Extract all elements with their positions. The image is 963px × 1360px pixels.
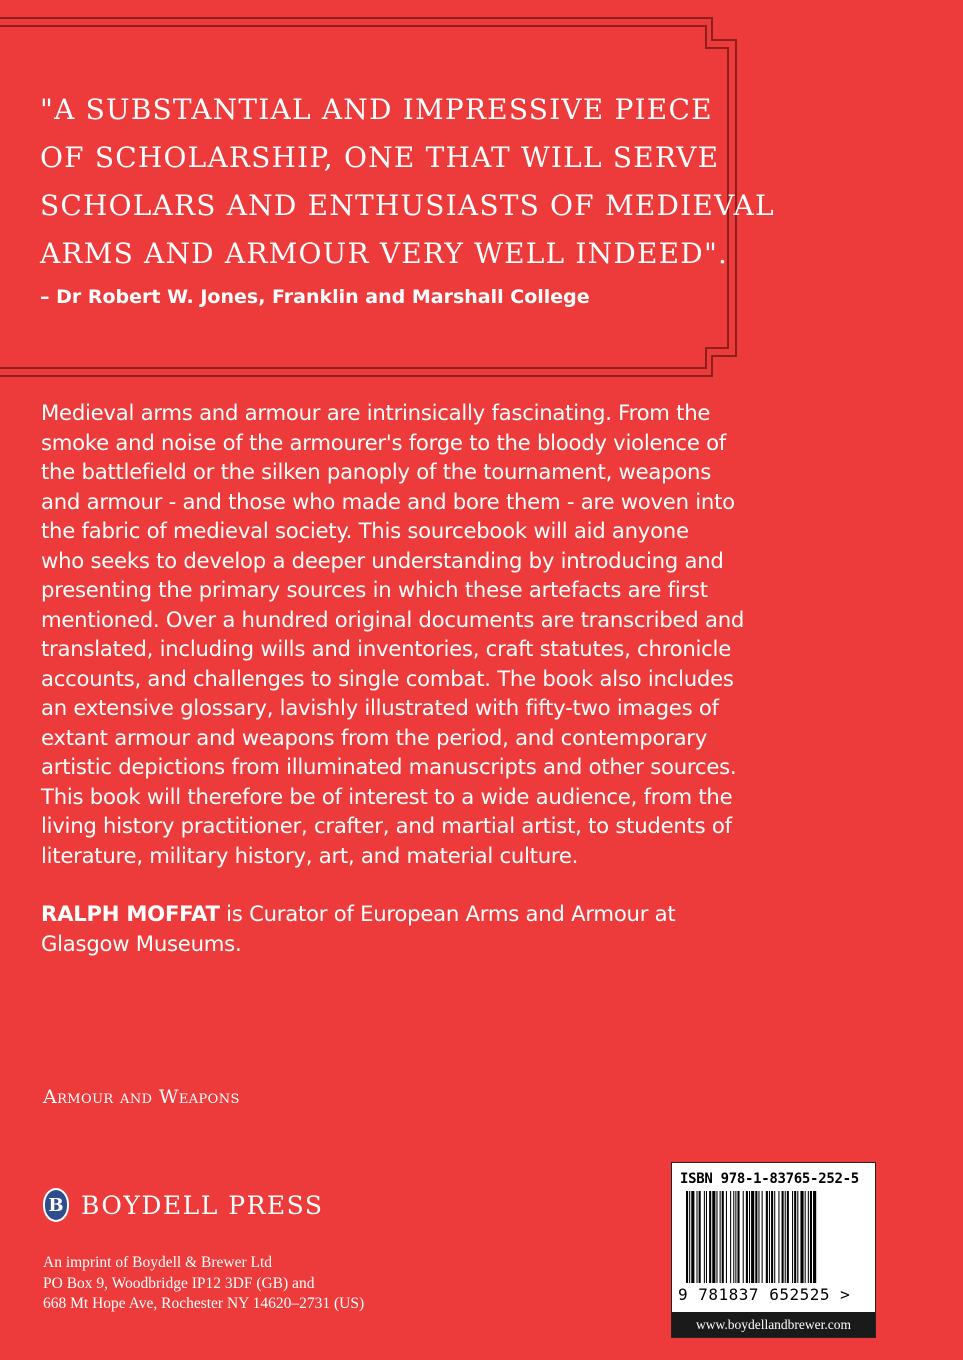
book-category: Armour and Weapons [43, 1086, 240, 1108]
barcode-bar [733, 1191, 734, 1283]
barcode-bar [689, 1191, 690, 1283]
bio-line: Glasgow Museums. [41, 930, 242, 956]
bio-text: is Curator of European Arms and Armour at [219, 901, 676, 926]
barcode-bar [712, 1191, 715, 1283]
barcode-bar [758, 1191, 759, 1283]
barcode-bar [699, 1191, 701, 1283]
barcode-bar [762, 1191, 763, 1283]
barcode-bar [782, 1191, 784, 1283]
publisher-address [43, 1253, 364, 1315]
barcode-bar [774, 1191, 775, 1283]
barcode-bar [722, 1191, 724, 1283]
description-line: literature, military history, art, and material culture. [41, 842, 579, 868]
quote-attribution: – Dr Robert W. Jones, Franklin and Marshall College [40, 286, 590, 308]
barcode-bar [743, 1191, 744, 1283]
barcode-bar [735, 1191, 736, 1283]
barcode-bar [720, 1191, 721, 1283]
description-line: the fabric of medieval society. This sourcebook will aid anyone [41, 518, 689, 543]
description-line: presenting the primary sources in which these artefacts are first [41, 577, 708, 602]
barcode-bar [766, 1191, 768, 1283]
isbn-number: ISBN 978-1-83765-252-5 [680, 1171, 859, 1187]
author-name: RALPH MOFFAT [41, 901, 220, 926]
barcode-bar [805, 1191, 806, 1283]
barcode-bar [704, 1191, 705, 1283]
barcode-bar [797, 1191, 798, 1283]
barcode-bar [686, 1191, 688, 1283]
barcode-digits: 9 781837 652525 > [678, 1285, 851, 1304]
address-line: An imprint of Boydell & Brewer Ltd [43, 1254, 273, 1271]
barcode-bar [778, 1191, 779, 1283]
author-bio [41, 899, 821, 958]
isbn-barcode [671, 1162, 876, 1338]
publisher-website: www.boydellandbrewer.com [672, 1312, 875, 1337]
publisher-block [43, 1188, 324, 1222]
quote-line: OF SCHOLARSHIP, ONE THAT WILL SERVE [40, 141, 720, 174]
quote-line: SCHOLARS AND ENTHUSIASTS OF MEDIEVAL [40, 189, 775, 222]
description-line: an extensive glossary, lavishly illustrated with fifty-two images of [41, 695, 719, 720]
description-line: This book will therefore be of interest to a wide audience, from the [41, 783, 733, 809]
description-line: and armour - and those who made and bore them - are woven into [41, 488, 735, 514]
description-line: Medieval arms and armour are intrinsically fascinating. From the [41, 400, 711, 425]
barcode-bar [792, 1191, 793, 1283]
barcode-bar [726, 1191, 727, 1283]
barcode-bar [769, 1191, 770, 1283]
address-line: 668 Mt Hope Ave, Rochester NY 14620–2731 (US) [43, 1295, 365, 1312]
description-line: who seeks to develop a deeper understanding by introducing and [41, 547, 724, 573]
barcode-bar [813, 1191, 816, 1283]
barcode-bar [709, 1191, 711, 1283]
quote-line: "A SUBSTANTIAL AND IMPRESSIVE PIECE [40, 93, 713, 126]
description-line: living history practitioner, crafter, and martial artist, to students of [41, 813, 732, 838]
barcode-bar [800, 1191, 803, 1283]
quote-line: ARMS AND ARMOUR VERY WELL INDEED". [40, 237, 729, 270]
description-line: accounts, and challenges to single combat. The book also includes [41, 665, 734, 691]
barcode-bar [751, 1191, 754, 1283]
book-description [41, 398, 821, 870]
barcode-bar [697, 1191, 698, 1283]
description-line: smoke and noise of the armourer's forge to the bloody violence of [41, 429, 727, 455]
barcode-bar [771, 1191, 773, 1283]
barcode-bar [808, 1191, 809, 1283]
barcode-bar [706, 1191, 707, 1283]
barcode-bar [737, 1191, 739, 1283]
barcode-bar [716, 1191, 717, 1283]
barcode-bar [794, 1191, 796, 1283]
barcode-bar [810, 1191, 812, 1283]
barcode-bar [749, 1191, 750, 1283]
barcode-bar [755, 1191, 757, 1283]
description-line: mentioned. Over a hundred original documents are transcribed and [41, 606, 745, 632]
barcode-bar [785, 1191, 786, 1283]
barcode-bar [730, 1191, 731, 1283]
barcode-bar [691, 1191, 694, 1283]
barcode-bar [746, 1191, 748, 1283]
publisher-name: BOYDELL PRESS [81, 1190, 324, 1220]
boydell-logo-icon: B [43, 1188, 69, 1222]
description-line: the battlefield or the silken panoply of the tournament, weapons [41, 459, 712, 484]
bio-line [41, 899, 821, 929]
address-line: PO Box 9, Woodbridge IP12 3DF (GB) and [43, 1274, 315, 1292]
barcode-bar [787, 1191, 789, 1283]
description-line: extant armour and weapons from the period, and contemporary [41, 724, 708, 750]
review-quote [40, 86, 775, 308]
description-line: artistic depictions from illuminated manuscripts and other sources. [41, 754, 737, 779]
description-line: translated, including wills and inventories, craft statutes, chronicle [41, 636, 731, 661]
